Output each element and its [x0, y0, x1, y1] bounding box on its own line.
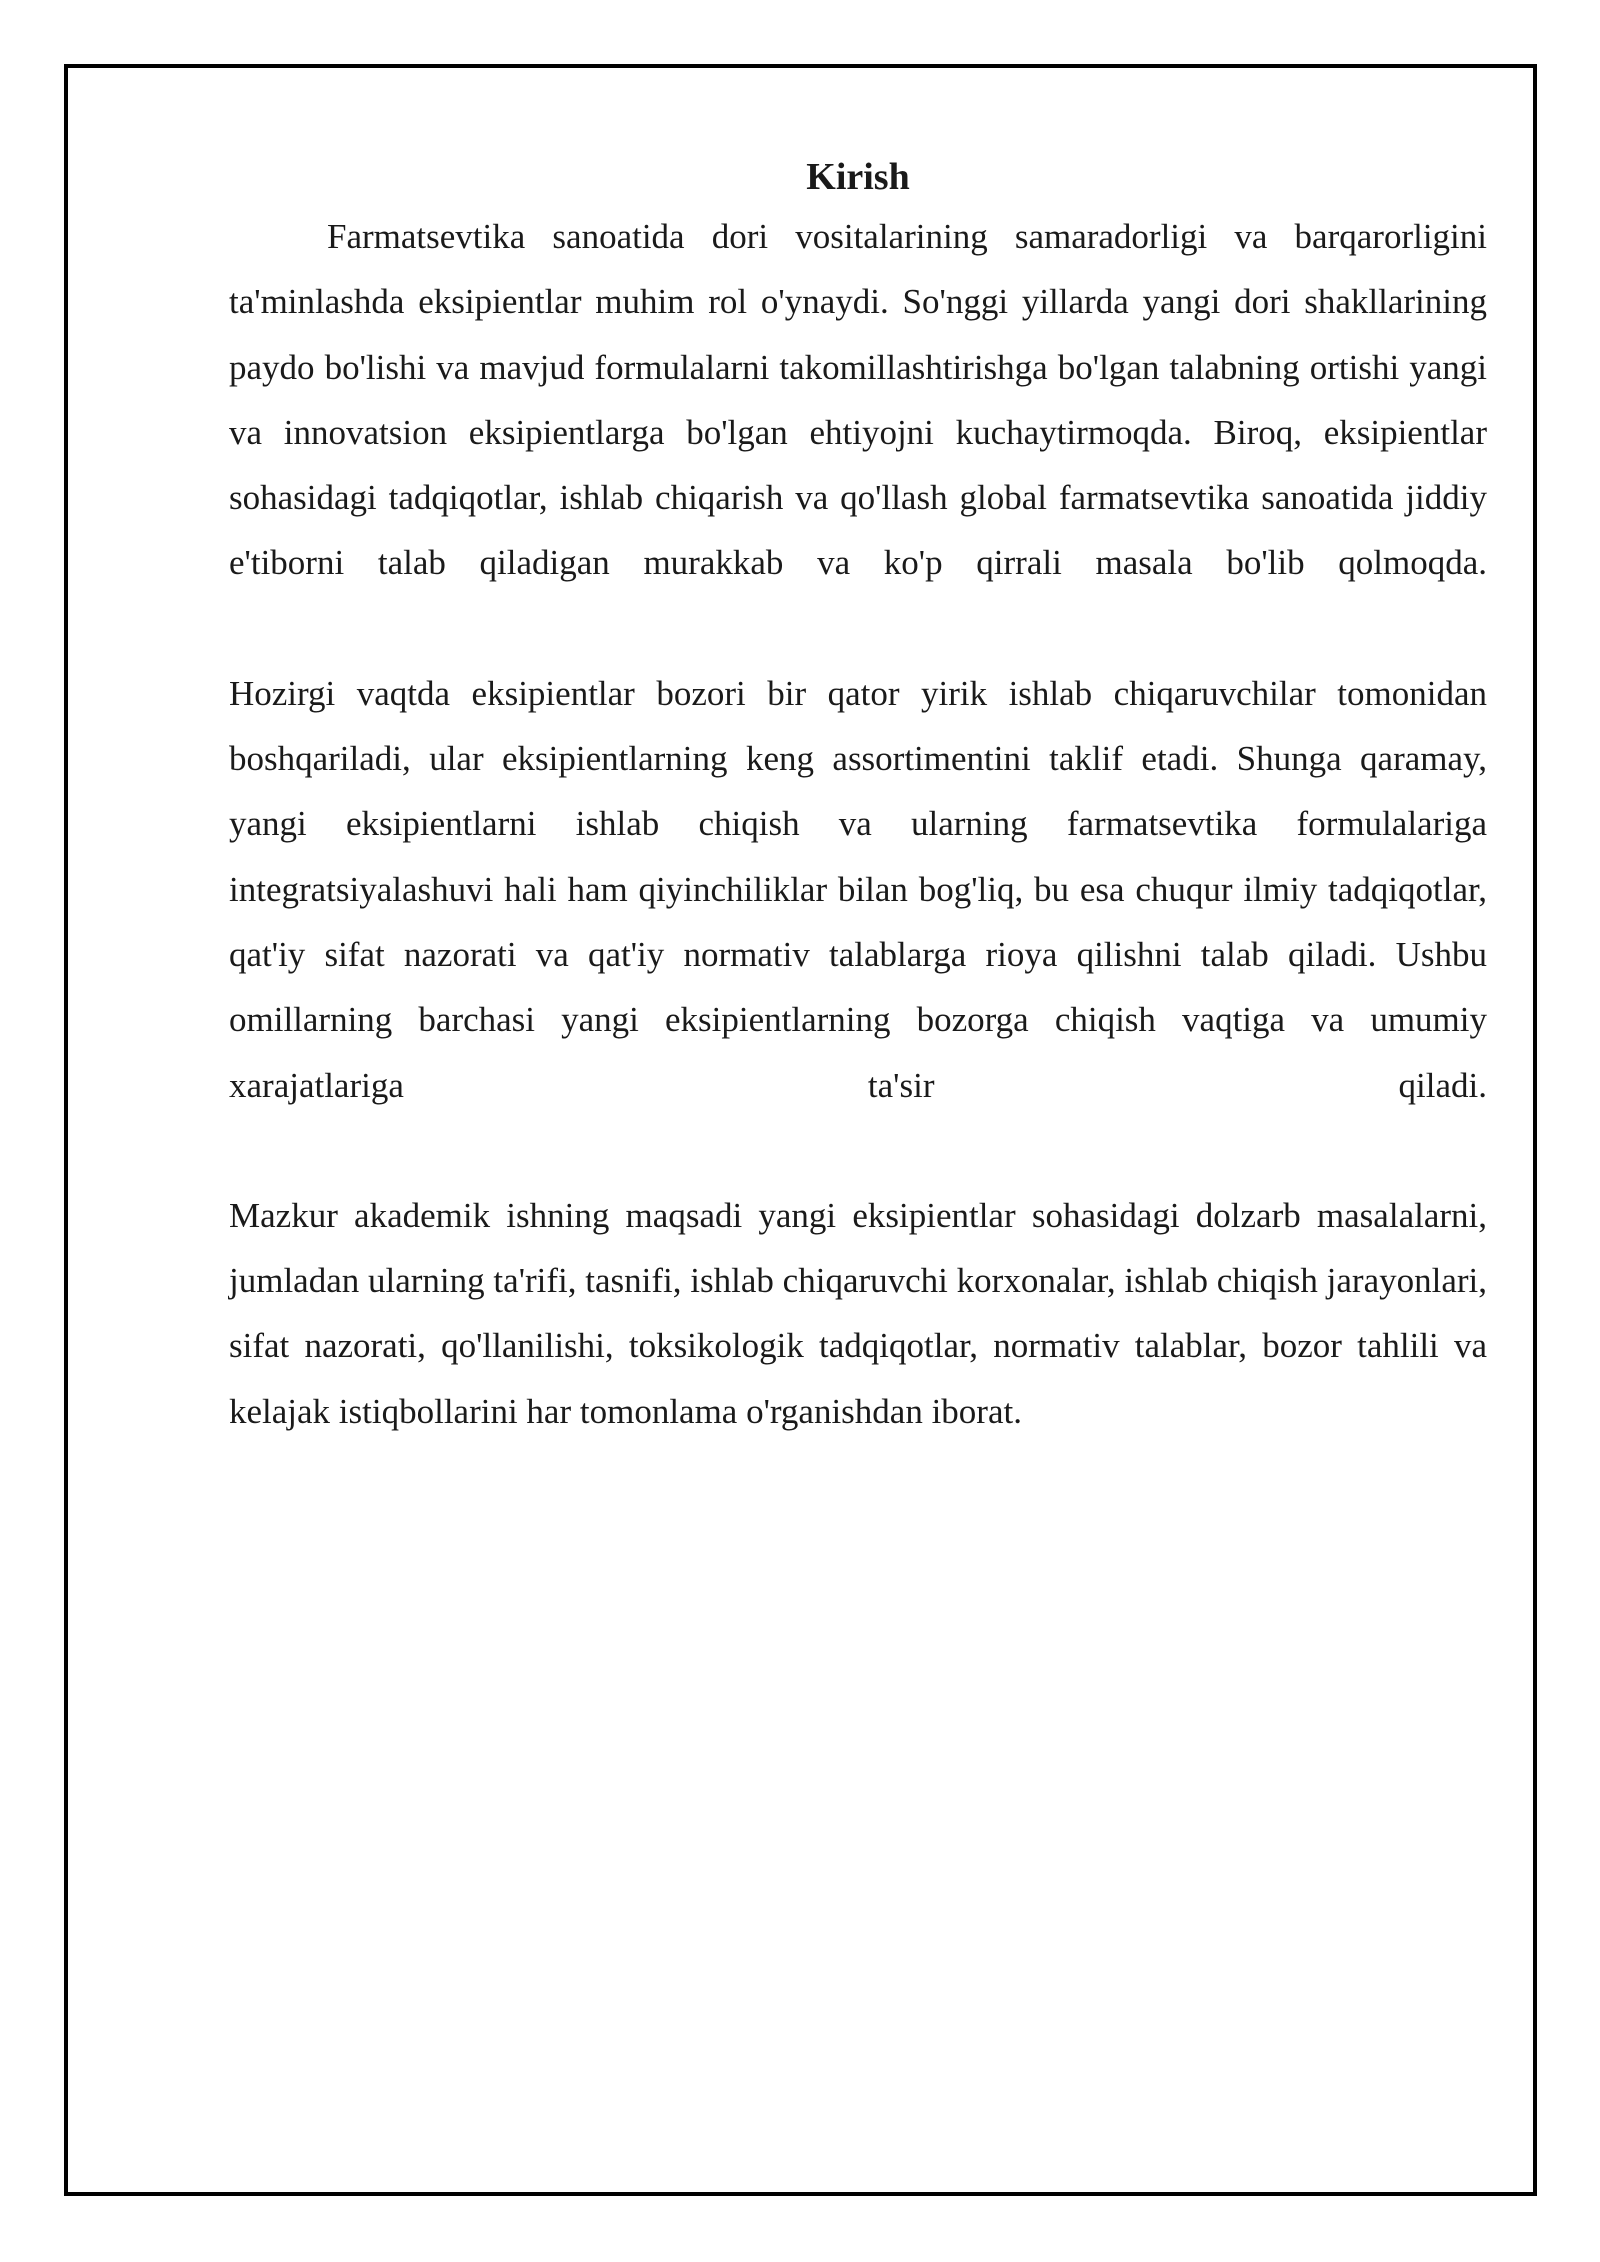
paragraph-spacer: [229, 596, 1487, 661]
paragraph-intro: Farmatsevtika sanoatida dori vositalarining samaradorligi va barqarorligini ta'minlashda eksipientlar muhim rol o'ynaydi. So'nggi yillarda yangi dori shakllarining paydo bo'lishi va mavjud formulalarni takomillashtirishga bo'lgan talabning ortishi yangi va innovatsion eksipientlarga bo'lgan ehtiyojni kuchaytirmoqda. Biroq, eksipientlar sohasidagi tadqiqotlar, ishlab chiqarish va qo'llash global farmatsevtika sanoatida jiddiy e'tiborni talab qiladigan murakkab va ko'p qirrali masala bo'lib qolmoqda.: [229, 217, 1487, 583]
paragraph-goal: Mazkur akademik ishning maqsadi yangi eksipientlar sohasidagi dolzarb masalalarni, jumladan ularning ta'rifi, tasnifi, ishlab chiqaruvchi korxonalar, ishlab chiqish jarayonlari, sifat nazorati, qo'llanilishi, toksikologik tadqiqotlar, normativ talablar, bozor tahlili va kelajak istiqbollarini har tomonlama o'rganishdan iborat.: [229, 1195, 1487, 1431]
document-heading: Kirish: [806, 156, 910, 198]
paragraph-spacer: [229, 1118, 1487, 1183]
document-body: [229, 150, 1487, 1444]
paragraph-market: Hozirgi vaqtda eksipientlar bozori bir qator yirik ishlab chiqaruvchilar tomonidan boshqariladi, ular eksipientlarning keng assortimentini taklif etadi. Shunga qaramay, yangi eksipientlarni ishlab chiqish va ularning farmatsevtika formulalariga integratsiyalashuvi hali ham qiyinchiliklar bilan bog'liq, bu esa chuqur ilmiy tadqiqotlar, qat'iy sifat nazorati va qat'iy normativ talablarga rioya qilishni talab qiladi. Ushbu omillarning barchasi yangi eksipientlarning bozorga chiqish vaqtiga va umumiy xarajatlariga ta'sir qiladi.: [229, 673, 1487, 1105]
